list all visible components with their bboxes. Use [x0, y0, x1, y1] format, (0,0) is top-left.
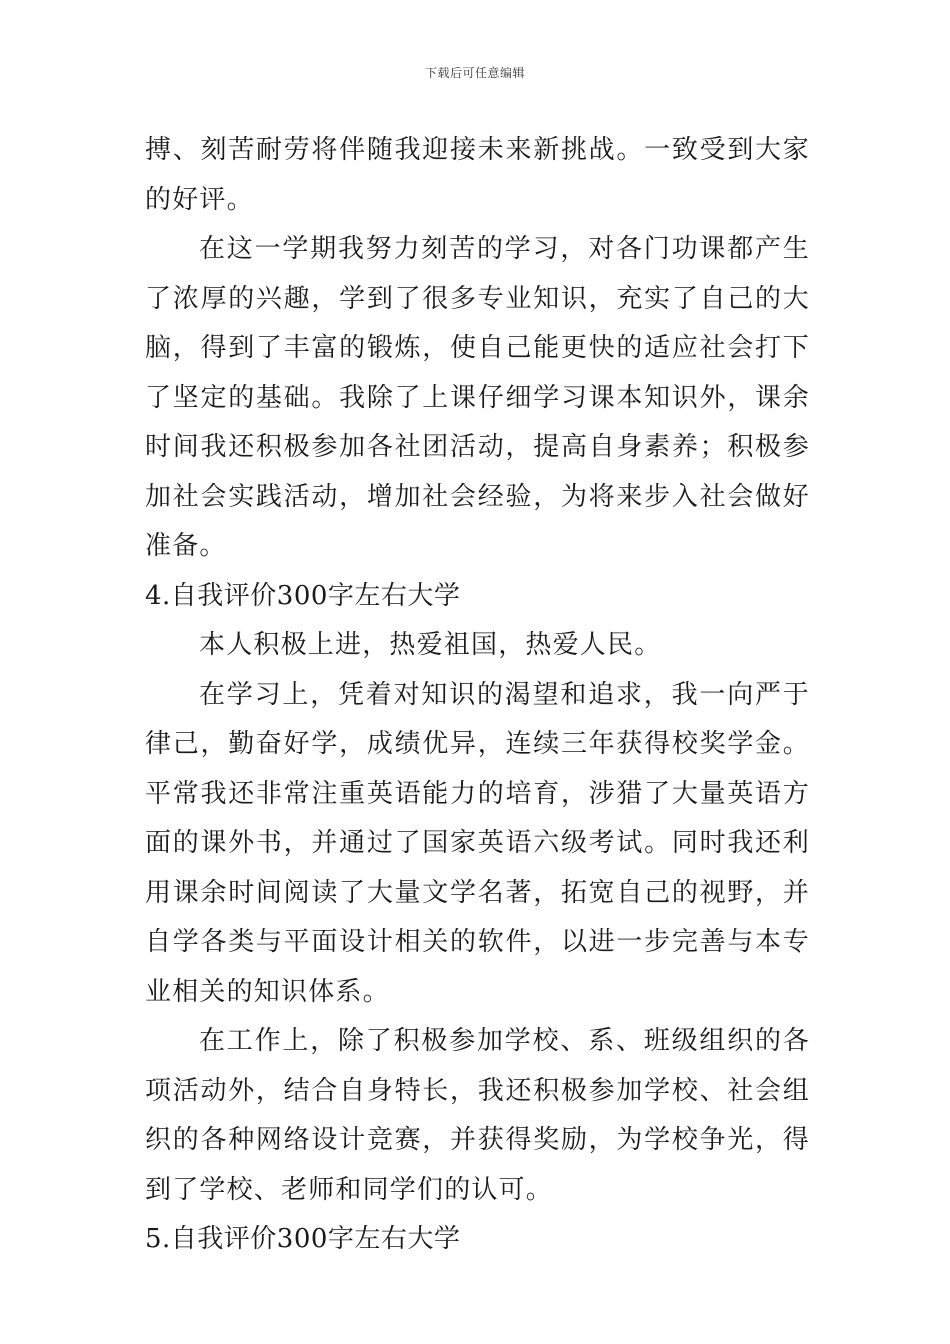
section-heading-4: 4.自我评价300字左右大学: [145, 580, 461, 611]
section-heading-5: 5.自我评价300字左右大学: [145, 1224, 461, 1254]
paragraph-study: 在这一学期我努力刻苦的学习，对各门功课都产生了浓厚的兴趣，学到了很多专业知识，充实了自己的大脑，得到了丰富的锻炼，使自己能更快的适应社会打下了坚定的基础。我除了上课仔细学习课本知识外，课余时间我还积极参加各社团活动，提高自身素养；积极参加社会实践活动，增加社会经验，为将来步入社会做好准备。: [145, 234, 810, 561]
paragraph-continuation: 搏、刻苦耐劳将伴随我迎接未来新挑战。一致受到大家的好评。: [145, 135, 810, 215]
download-note: 下载后可任意编辑: [424, 66, 525, 80]
paragraph-intro: 本人积极上进，热爱祖国，热爱人民。: [199, 630, 662, 660]
paragraph-work: 在工作上，除了积极参加学校、系、班级组织的各项活动外，结合自身特长，我还积极参加学校、社会组织的各种网络设计竞赛，并获得奖励，为学校争光，得到了学校、老师和同学们的认可。: [145, 1026, 810, 1205]
document-body: [145, 126, 810, 1265]
paragraph-learning: 在学习上，凭着对知识的渴望和追求，我一向严于律己，勤奋好学，成绩优异，连续三年获得校奖学金。平常我还非常注重英语能力的培育，涉猎了大量英语方面的课外书，并通过了国家英语六级考试。同时我还利用课余时间阅读了大量文学名著，拓宽自己的视野，并自学各类与平面设计相关的软件，以进一步完善与本专业相关的知识体系。: [145, 679, 810, 1007]
